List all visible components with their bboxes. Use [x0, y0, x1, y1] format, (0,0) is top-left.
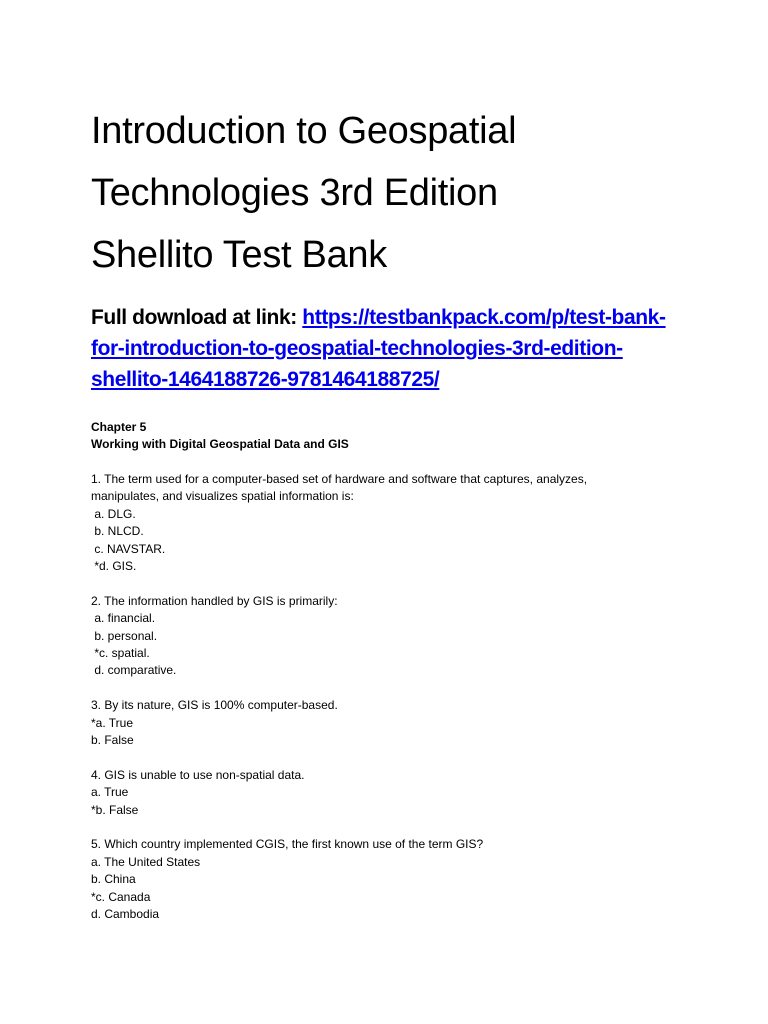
chapter-number: Chapter 5: [91, 420, 147, 434]
download-link[interactable]: for-introduction-to-geospatial-technologies-3rd-edition-: [91, 337, 623, 360]
answer-option: *d. GIS.: [91, 559, 137, 574]
answer-option: b. False: [91, 733, 134, 748]
chapter-title: Working with Digital Geospatial Data and GIS: [91, 437, 349, 451]
document-page: [91, 100, 691, 941]
answer-option: b. personal.: [91, 628, 158, 643]
answer-option: c. NAVSTAR.: [91, 541, 166, 556]
answer-option: a. financial.: [91, 611, 156, 626]
question-item: [91, 767, 691, 819]
answer-option: b. China: [91, 872, 136, 887]
question-text: 1. The term used for a computer-based set of hardware and software that captures, analyzes,: [91, 472, 588, 486]
question-text: 5. Which country implemented CGIS, the first known use of the term GIS?: [91, 837, 484, 852]
title-line: Technologies 3rd Edition: [91, 172, 498, 214]
download-link[interactable]: https://testbankpack.com/p/test-bank-: [302, 306, 666, 329]
question-text: 3. By its nature, GIS is 100% computer-based.: [91, 698, 338, 713]
title-line: Introduction to Geospatial: [91, 110, 517, 152]
download-label: Full download at link:: [91, 306, 303, 329]
question-list: [91, 471, 691, 924]
answer-option: d. Cambodia: [91, 907, 160, 922]
answer-option: *a. True: [91, 715, 134, 730]
question-text: 4. GIS is unable to use non-spatial data.: [91, 767, 305, 782]
chapter-heading: [91, 419, 691, 453]
title-line: Shellito Test Bank: [91, 234, 387, 276]
document-title: [91, 100, 691, 286]
answer-option: a. The United States: [91, 854, 201, 869]
question-text: manipulates, and visualizes spatial information is:: [91, 489, 354, 504]
answer-option: b. NLCD.: [91, 524, 144, 539]
question-item: [91, 697, 691, 749]
answer-option: a. True: [91, 785, 129, 800]
download-paragraph: [91, 302, 691, 395]
answer-option: *c. Canada: [91, 889, 151, 904]
question-item: [91, 593, 691, 680]
download-link[interactable]: shellito-1464188726-9781464188725/: [91, 368, 440, 391]
question-item: [91, 471, 691, 575]
question-item: [91, 836, 691, 923]
answer-option: a. DLG.: [91, 506, 136, 521]
answer-option: *b. False: [91, 802, 139, 817]
answer-option: d. comparative.: [91, 663, 177, 678]
answer-option: *c. spatial.: [91, 646, 150, 661]
question-text: 2. The information handled by GIS is primarily:: [91, 593, 338, 608]
